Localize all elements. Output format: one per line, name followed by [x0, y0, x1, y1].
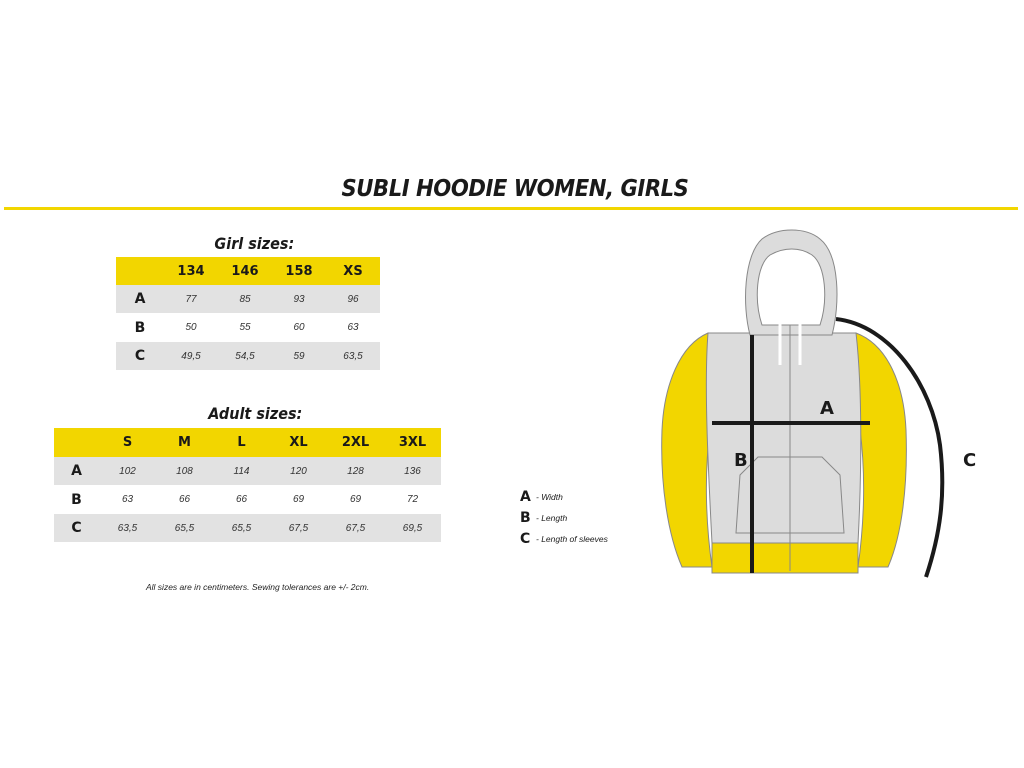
cell-value: 67,5 [327, 514, 384, 542]
cell-value: 85 [218, 285, 272, 313]
row-label: B [71, 491, 82, 508]
sleeve-label: C [963, 450, 977, 471]
measurement-legend [520, 486, 608, 549]
cell-value: 120 [270, 457, 327, 485]
cell-value: 67,5 [270, 514, 327, 542]
page-title: SUBLI HOODIE WOMEN, GIRLS [341, 176, 689, 202]
cell-value: 69,5 [384, 514, 441, 542]
legend-text: - Width [536, 491, 563, 502]
cell-value: 72 [406, 494, 419, 505]
column-header: XL [270, 428, 327, 457]
cell-value: 63,5 [326, 342, 380, 370]
column-header: 2XL [327, 428, 384, 457]
cell-value: 65,5 [156, 514, 213, 542]
cell-value: 128 [327, 457, 384, 485]
adult-sizes-heading: Adult sizes: [208, 404, 303, 423]
cell-value: 114 [213, 457, 270, 485]
row-label: C [54, 514, 99, 542]
header-corner [54, 428, 99, 457]
cell-value: 69 [349, 494, 362, 505]
legend-item [520, 486, 608, 507]
legend-item [520, 528, 608, 549]
cell-value: 66 [235, 494, 248, 505]
girl-sizes-heading: Girl sizes: [214, 234, 295, 253]
legend-text: - Length [536, 512, 568, 523]
column-header: 158 [272, 257, 326, 285]
table-row [116, 342, 380, 370]
cell-value: 54,5 [218, 342, 272, 370]
column-header: S [99, 428, 156, 457]
table-header-row [116, 257, 380, 285]
table-row [54, 485, 441, 514]
cell-value: 77 [164, 285, 218, 313]
column-header: M [156, 428, 213, 457]
legend-text: - Length of sleeves [536, 533, 608, 544]
waistband [712, 543, 858, 573]
width-label: A [820, 398, 834, 419]
column-header: 134 [164, 257, 218, 285]
header-corner [116, 257, 164, 285]
hood-opening [757, 249, 824, 325]
table-row [116, 313, 380, 342]
column-header: 146 [218, 257, 272, 285]
column-header: L [213, 428, 270, 457]
title-divider [4, 207, 1018, 210]
cell-value: 55 [239, 322, 251, 333]
hoodie-body [706, 333, 860, 543]
cell-value: 49,5 [164, 342, 218, 370]
table-header-row [54, 428, 441, 457]
legend-letter: C [520, 530, 531, 547]
cell-value: 102 [99, 457, 156, 485]
cell-value: 96 [326, 285, 380, 313]
cell-value: 66 [178, 494, 191, 505]
girl-size-table [116, 257, 380, 370]
row-label: B [134, 319, 146, 336]
cell-value: 50 [185, 322, 197, 333]
cell-value: 63 [121, 494, 134, 505]
cell-value: 69 [292, 494, 305, 505]
cell-value: 108 [156, 457, 213, 485]
adult-size-table [54, 428, 441, 542]
cell-value: 136 [384, 457, 441, 485]
column-header: XS [326, 257, 380, 285]
row-label: A [116, 285, 164, 313]
legend-letter: B [520, 509, 531, 526]
sizes-footnote: All sizes are in centimeters. Sewing tolerances are +/- 2cm. [146, 582, 370, 592]
cell-value: 60 [293, 322, 305, 333]
table-row [116, 285, 380, 313]
row-label: A [54, 457, 99, 485]
cell-value: 63 [347, 322, 359, 333]
hoodie-illustration [600, 225, 980, 585]
legend-letter: A [520, 488, 531, 505]
legend-item [520, 507, 608, 528]
table-row [54, 457, 441, 485]
cell-value: 65,5 [213, 514, 270, 542]
cell-value: 93 [272, 285, 326, 313]
table-row [54, 514, 441, 542]
column-header: 3XL [384, 428, 441, 457]
length-label: B [734, 450, 748, 471]
right-sleeve [854, 333, 906, 567]
left-sleeve [662, 333, 714, 567]
cell-value: 59 [272, 342, 326, 370]
cell-value: 63,5 [99, 514, 156, 542]
row-label: C [116, 342, 164, 370]
